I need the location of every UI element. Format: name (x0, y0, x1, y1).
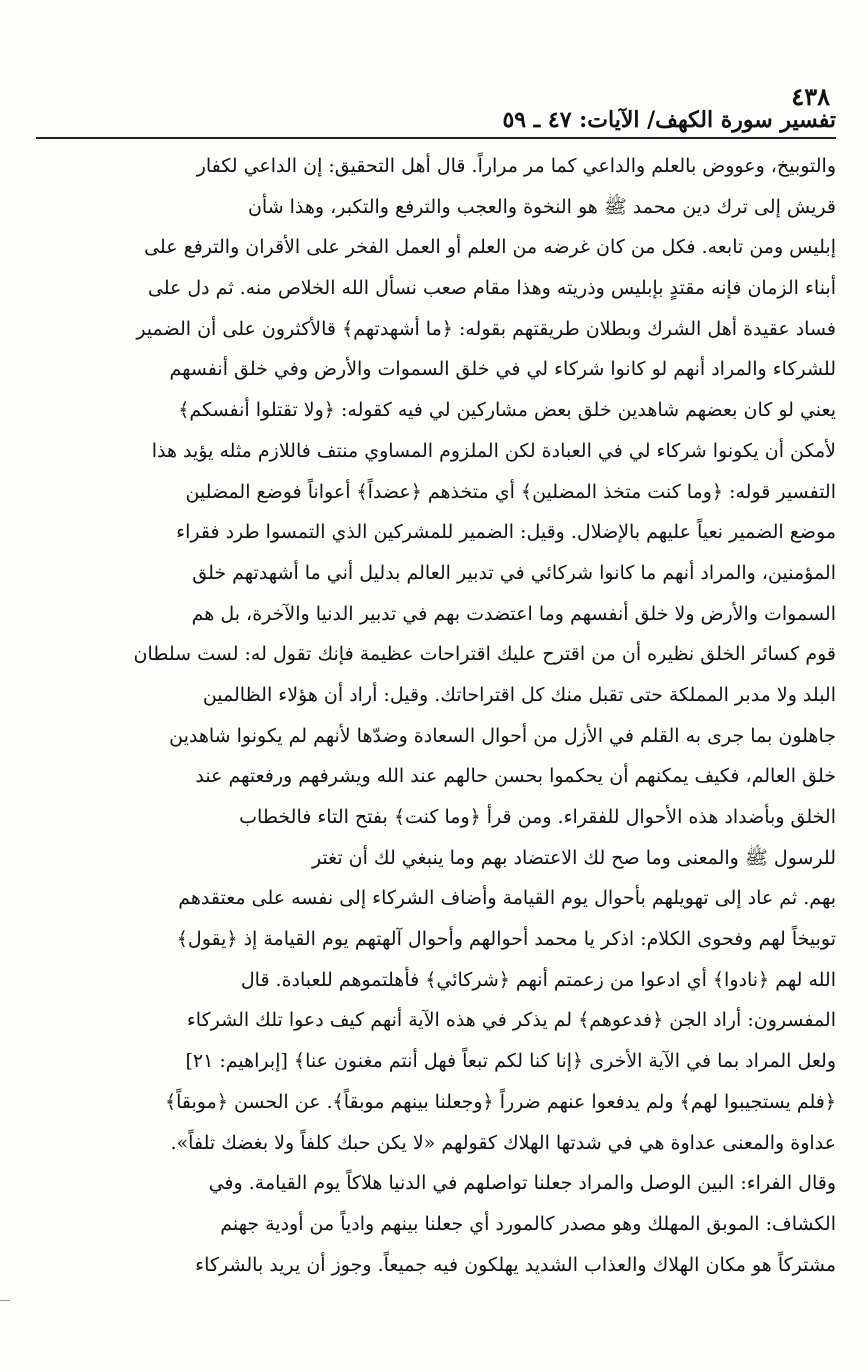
text-line: قوم كسائر الخلق نظيره أن من اقترح عليك اقتراحات عظيمة فإنك تقول له: لست سلطان (133, 643, 836, 666)
text-line: أبناء الزمان فإنه مقتدٍ بإبليس وذريته وهذا مقام صعب نسأل الله الخلاص منه. ثم دل على (147, 277, 836, 300)
text-line: الخلق وبأضداد هذه الأحوال للفقراء. ومن قرأ ﴿وما كنت﴾ بفتح التاء فالخطاب (239, 806, 836, 828)
text-line: قريش إلى ترك دين محمد ﷺ هو النخوة والعجب والترفع والتكبر، وهذا شأن (247, 195, 836, 218)
text-line: خلق العالم، فكيف يمكنهم أن يحكموا بحسن حالهم عند الله ويشرفهم ورفعتهم عند (195, 765, 836, 788)
text-line: البلد ولا مدبر المملكة حتى تقبل منك كل اقتراحاتك. وقيل: أراد أن هؤلاء الظالمين (202, 683, 836, 706)
text-line: للرسول ﷺ والمعنى وما صح لك الاعتضاد بهم وما ينبغي لك أن تغتر (311, 846, 836, 869)
text-line: الله لهم ﴿نادوا﴾ أي ادعوا من زعمتم أنهم ﴿شركائي﴾ فأهلتموهم للعبادة. قال (240, 968, 836, 991)
text-line: وقال الفراء: البين الوصل والمراد جعلنا تواصلهم في الدنيا هلاكاً يوم القيامة. وفي (208, 1172, 836, 1195)
text-line: فساد عقيدة أهل الشرك وبطلان طريقتهم بقوله: ﴿ما أشهدتهم﴾ قالأكثرون على أن الضمير (136, 317, 836, 340)
text-line: والتوبيخ، وعووض بالعلم والداعي كما مر مراراً. قال أهل التحقيق: إن الداعي لكفار (196, 155, 836, 177)
text-line: موضع الضمير نعياً عليهم بالإضلال. وقيل: الضمير للمشركين الذي التمسوا طرد فقراء (176, 521, 836, 544)
text-line: بهم. ثم عاد إلى تهويلهم بأحوال يوم القيامة وأضاف الشركاء إلى نفسه على معتقدهم (178, 887, 836, 910)
text-line: عداوة والمعنى عداوة هي في شدتها الهلاك كقولهم «لا يكن حبك كلفاً ولا بغضك تلفاً». (170, 1131, 836, 1154)
text-line: مشتركاً هو مكان الهلاك والعذاب الشديد يهلكون فيه جميعاً. وجوز أن يريد بالشركاء (195, 1253, 836, 1276)
text-line: الكشاف: الموبق المهلك وهو مصدر كالمورد أي جعلنا بينهم وادياً من أودية جهنم (220, 1212, 836, 1235)
body-text (36, 146, 836, 1285)
text-line: ﴿فلم يستجيبوا لهم﴾ ولم يدفعوا عنهم ضرراً ﴿وجعلنا بينهم موبقاً﴾. عن الحسن ﴿موبقاً﴾ (164, 1090, 836, 1113)
text-line: السموات والأرض ولا خلق أنفسهم وما اعتضدت بهم في تدبير الدنيا والآخرة، بل هم (191, 602, 836, 625)
text-line: التفسير قوله: ﴿وما كنت متخذ المضلين﴾ أي متخذهم ﴿عضداً﴾ أعواناً فوضع المضلين (185, 480, 836, 503)
text-line: المفسرون: أراد الجن ﴿فدعوهم﴾ لم يذكر في هذه الآية أنهم كيف دعوا تلك الشركاء (186, 1009, 836, 1032)
page-number: ٤٣٨ (791, 82, 830, 111)
header-divider (36, 137, 836, 139)
text-line: للشركاء والمراد أنهم لو كانوا شركاء لي في خلق السموات والأرض وفي خلق أنفسهم (169, 358, 836, 381)
running-header: تفسير سورة الكهف/ الآيات: ٤٧ ـ ٥٩ (502, 107, 836, 133)
text-line: يعني لو كان بعضهم شاهدين خلق بعض مشاركين لي فيه كقوله: ﴿ولا تقتلوا أنفسكم﴾ (178, 399, 836, 422)
text-line: توبيخاً لهم وفحوى الكلام: اذكر يا محمد أحوالهم وأحوال آلهتهم يوم القيامة إذ ﴿يقول﴾ (176, 928, 836, 951)
text-line: إبليس ومن تابعه. فكل من كان غرضه من العلم أو العمل الفخر على الأقران والترفع على (144, 236, 836, 259)
text-line: لأمكن أن يكونوا شركاء لي في العبادة لكن الملزوم المساوي منتف فاللازم مثله يؤيد هذا (151, 439, 836, 462)
text-line: ولعل المراد بما في الآية الأخرى ﴿إنا كنا لكم تبعاً فهل أنتم مغنون عنا﴾ [إبراهيم: ٢١] (185, 1050, 836, 1073)
scan-margin-mark (0, 1300, 10, 1301)
text-line: المؤمنين، والمراد أنهم ما كانوا شركائي في تدبير العالم بدليل أني ما أشهدتهم خلق (192, 561, 836, 584)
text-line: جاهلون بما جرى به القلم في الأزل من أحوال السعادة وضدّها لأنهم لم يكونوا شاهدين (169, 724, 836, 747)
